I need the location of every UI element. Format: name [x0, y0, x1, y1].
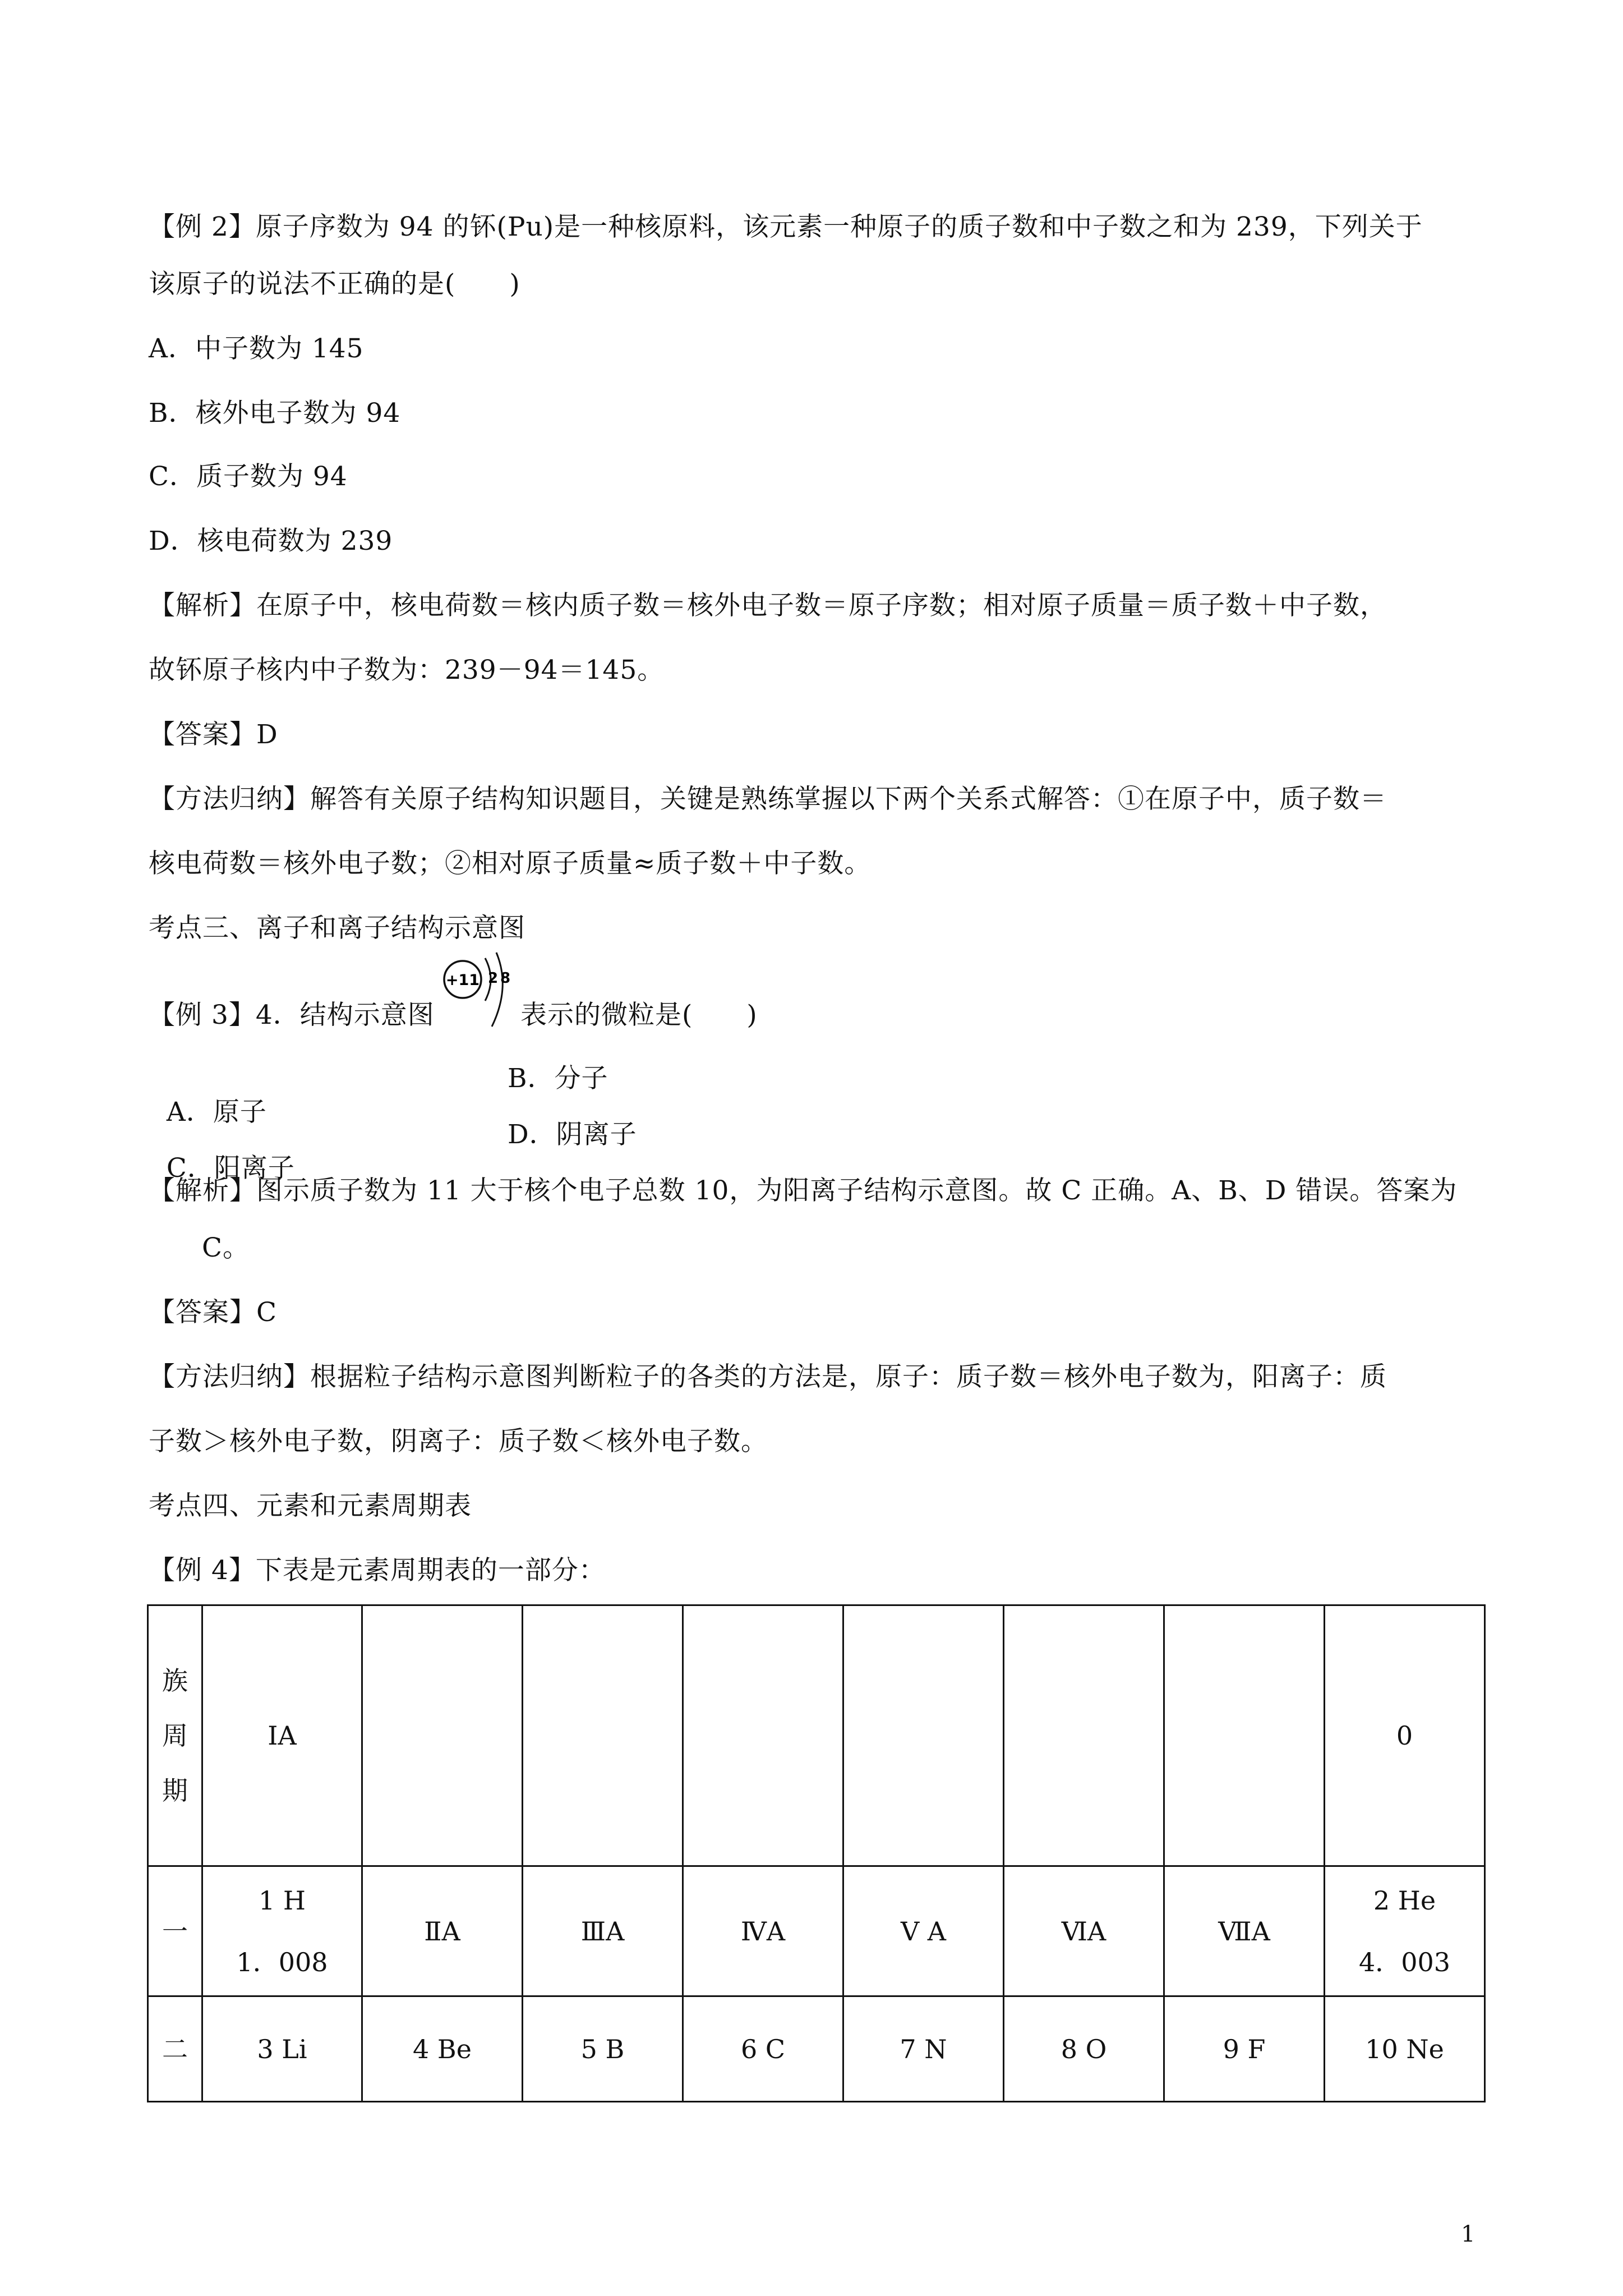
page-number: 1 — [1461, 2221, 1476, 2247]
group-va: Ⅴ A — [843, 1866, 1004, 1996]
example4-question: 【例 4】下表是元素周期表的一部分： — [149, 1555, 606, 1586]
example2-analysis-line2: 故钚原子核内中子数为：239－94＝145。 — [149, 655, 665, 685]
element-f: 9 F — [1164, 1996, 1325, 2102]
element-he-symbol: 2 He — [1373, 1885, 1436, 1916]
example2-analysis-line1: 【解析】在原子中，核电荷数＝核内质子数＝核外电子数＝原子序数；相对原子质量＝质子数＋中子数， — [149, 590, 1387, 621]
element-h-symbol: 1 H — [258, 1885, 306, 1916]
corner-period-label-1: 周 — [162, 1720, 188, 1751]
example2-method-line1: 【方法归纳】解答有关原子结构知识题目，关键是熟练掌握以下两个关系式解答：①在原子中，质子数＝ — [149, 784, 1387, 815]
shell-1-electrons: 2 — [487, 970, 499, 987]
group-iiia: ⅢA — [523, 1866, 683, 1996]
example3-question-prefix: 【例 3】4．结构示意图 — [149, 1000, 435, 1030]
corner-group-label: 族 — [162, 1665, 188, 1696]
header-group-0: 0 — [1325, 1605, 1485, 1866]
example2-method-line2: 核电荷数＝核外电子数；②相对原子质量≈质子数＋中子数。 — [149, 848, 872, 879]
element-o: 8 O — [1004, 1996, 1164, 2102]
example3-question-suffix: 表示的微粒是( ) — [520, 1000, 758, 1030]
element-be: 4 Be — [362, 1996, 523, 2102]
header-group-7 — [1164, 1605, 1325, 1866]
header-group-4 — [683, 1605, 843, 1866]
example3-method-line2: 子数＞核外电子数，阴离子：质子数＜核外电子数。 — [149, 1426, 768, 1457]
example3-analysis-line1: 【解析】图示质子数为 11 大于核个电子总数 10，为阳离子结构示意图。故 C 正确。A、B、D 错误。答案为 — [149, 1175, 1458, 1206]
section4-heading: 考点四、元素和元素周期表 — [149, 1490, 472, 1521]
example3-option-d: D．阴离子 — [508, 1119, 637, 1150]
element-he — [1325, 1866, 1485, 1996]
example3-answer: 【答案】C — [149, 1297, 277, 1328]
example2-option-a: A．中子数为 145 — [149, 333, 364, 364]
example2-option-d: D．核电荷数为 239 — [149, 526, 393, 556]
example2-question-line2: 该原子的说法不正确的是( ) — [149, 269, 520, 300]
example2-answer: 【答案】D — [149, 719, 278, 750]
table-row-period-2 — [148, 1996, 1485, 2102]
element-b: 5 B — [523, 1996, 683, 2102]
example3-option-c: C．阳离子 — [166, 1153, 295, 1184]
nucleus-charge: +11 — [445, 972, 480, 989]
element-h — [202, 1866, 362, 1996]
example3-option-a: A．原子 — [166, 1097, 267, 1128]
example3-analysis-line2: C。 — [202, 1232, 250, 1263]
header-group-3 — [523, 1605, 683, 1866]
section3-heading: 考点三、离子和离子结构示意图 — [149, 913, 525, 944]
period-label-1: 一 — [148, 1866, 202, 1996]
element-h-mass: 1．008 — [236, 1947, 328, 1977]
example2-option-b: B．核外电子数为 94 — [149, 398, 401, 429]
periodic-table — [147, 1604, 1486, 2102]
corner-period-label-2: 期 — [162, 1775, 188, 1806]
shell-arc-2 — [492, 953, 502, 1027]
example2-question-line1: 【例 2】原子序数为 94 的钚(Pu)是一种核原料，该元素一种原子的质子数和中子数之和为 239，下列关于 — [149, 211, 1423, 242]
example3-method-line1: 【方法归纳】根据粒子结构示意图判断粒子的各类的方法是，原子：质子数＝核外电子数为，阳离子：质 — [149, 1361, 1387, 1392]
group-viia: ⅦA — [1164, 1866, 1325, 1996]
group-iia: ⅡA — [362, 1866, 523, 1996]
header-group-6 — [1004, 1605, 1164, 1866]
shell-2-electrons: 8 — [500, 970, 511, 987]
example3-option-b: B．分子 — [508, 1063, 608, 1094]
element-ne: 10 Ne — [1325, 1996, 1485, 2102]
header-group-5 — [843, 1605, 1004, 1866]
element-n: 7 N — [843, 1996, 1004, 2102]
table-row-period-1 — [148, 1866, 1485, 1996]
table-header-row — [148, 1605, 1485, 1866]
header-group-1: ⅠA — [202, 1605, 362, 1866]
element-he-mass: 4．003 — [1358, 1947, 1451, 1977]
group-via: ⅥA — [1004, 1866, 1164, 1996]
group-iva: ⅣA — [683, 1866, 843, 1996]
ion-structure-diagram — [440, 948, 519, 1032]
example2-option-c: C．质子数为 94 — [149, 461, 348, 492]
element-c: 6 C — [683, 1996, 843, 2102]
element-li: 3 Li — [202, 1996, 362, 2102]
corner-cell — [148, 1605, 202, 1866]
header-group-2 — [362, 1605, 523, 1866]
period-label-2: 二 — [148, 1996, 202, 2102]
